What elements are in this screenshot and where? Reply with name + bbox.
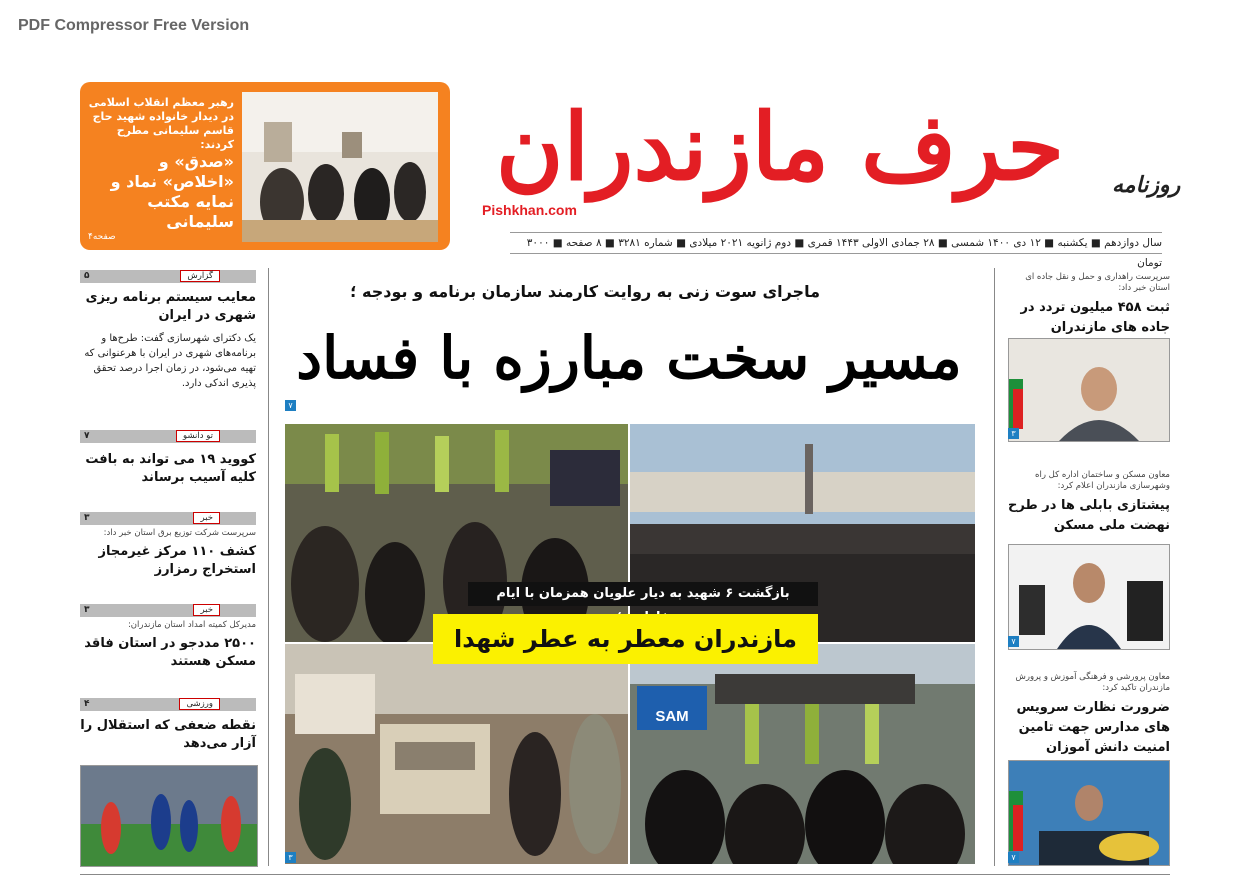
promo-photo: [242, 92, 438, 242]
section-tag-label: ورزشی: [179, 698, 220, 710]
section-tag: [80, 430, 256, 443]
section-tag: [80, 604, 256, 617]
page-badge: ۷: [1008, 636, 1019, 647]
section-tag-label: خبر: [193, 512, 220, 524]
lead-kicker: ماجرای سوت زنی به روایت کارمند سازمان برنامه و بودجه ؛: [350, 282, 820, 301]
bottom-rule: [80, 874, 1170, 875]
page-number: ۳: [84, 513, 90, 523]
section-tag-label: تو دانشو: [176, 430, 220, 442]
section-tag-label: گزارش: [180, 270, 220, 282]
story-subtitle: سرپرست شرکت توزیع برق استان خبر داد:: [103, 528, 256, 538]
page-badge: ۳: [1008, 428, 1019, 439]
right-story-2-photo: [1008, 544, 1170, 650]
left-story-1[interactable]: [80, 270, 256, 391]
promo-page-number: صفحه۴: [88, 232, 116, 242]
story-headline[interactable]: کووید ۱۹ می تواند به بافت کلیه آسیب برساند: [85, 452, 256, 485]
page-number: ۳: [84, 605, 90, 615]
story-headline[interactable]: پیشتازی بابلی ها در طرح نهضت ملی مسکن: [1008, 498, 1170, 533]
right-story-3[interactable]: [1006, 672, 1170, 758]
source-watermark: Pishkhan.com: [482, 202, 577, 218]
page-badge: ۷: [1008, 852, 1019, 863]
story-headline[interactable]: ۲۵۰۰ مددجو در استان فاقد مسکن هستند: [84, 636, 256, 669]
story-headline[interactable]: ثبت ۴۵۸ میلیون تردد در جاده های مازندران: [1020, 300, 1170, 335]
story-headline[interactable]: ضرورت نظارت سرویس های مدارس جهت تامین امنیت دانش آموزان: [1016, 700, 1170, 755]
bus-sign: SAM: [655, 708, 689, 725]
photo-headline-banner[interactable]: مازندران معطر به عطر شهدا: [433, 614, 818, 664]
story-subtitle: معاون پرورشی و فرهنگی آموزش و پرورش مازندران تاکید کرد:: [1015, 672, 1170, 693]
masthead-prefix: روزنامه: [1112, 172, 1181, 198]
promo-headline[interactable]: «صدق» و «اخلاص» نماد و نمایه مکتب سلیمانی: [110, 152, 234, 231]
left-story-3[interactable]: [80, 512, 256, 579]
right-story-1[interactable]: [1006, 272, 1170, 338]
right-story-1-photo: [1008, 338, 1170, 442]
story-subtitle: سرپرست راهداری و حمل و نقل جاده ای استان خبر داد:: [1025, 272, 1170, 293]
left-column-rule: [268, 268, 269, 866]
left-story-5[interactable]: [80, 698, 256, 753]
dateline: سال دوازدهم ■ یکشنبه ■ ۱۲ دی ۱۴۰۰ شمسی ■ ۲۸ جمادی الاولی ۱۴۴۳ قمری ■ دوم ژانویه ۲۰۲۱ میلادی ■ شماره ۳۲۸۱ ■ ۸ صفحه ■ ۳۰۰۰ تومان: [510, 232, 1162, 254]
masthead-title: حرف مازندران: [495, 93, 1065, 201]
right-story-3-photo: [1008, 760, 1170, 866]
right-story-2[interactable]: [1006, 470, 1170, 536]
left-story-4[interactable]: [80, 604, 256, 671]
story-headline[interactable]: نقطه ضعفی که استقلال را آزار می‌دهد: [80, 718, 256, 751]
promo-small-text: رهبر معظم انقلاب اسلامی در دیدار خانواده شهید حاج قاسم سلیمانی مطرح کردند:: [88, 96, 234, 151]
story-headline[interactable]: معایب سیستم برنامه ریزی شهری در ایران: [85, 290, 256, 323]
story-subtitle: معاون مسکن و ساختمان اداره کل راه وشهرسازی مازندران اعلام کرد:: [1035, 470, 1170, 491]
page-number: ۴: [84, 699, 90, 709]
section-tag: [80, 512, 256, 525]
photo-kicker-banner: بازگشت ۶ شهید به دیار علویان همزمان با ایام: [468, 582, 818, 606]
story-subtitle: مدیرکل کمیته امداد استان مازندران:: [127, 620, 256, 630]
story-body: یک دکترای شهرسازی گفت: طرح‌ها و برنامه‌های شهری در ایران با هرعنوانی که تهیه می‌شود، در زمان اجرا درصد تحقق پذیری اندکی دارد.: [84, 333, 256, 389]
photo-page-badge: ۳: [285, 852, 296, 863]
page-number: ۵: [84, 271, 90, 281]
right-column-rule: [994, 268, 995, 866]
section-tag: [80, 698, 256, 711]
pdf-watermark: PDF Compressor Free Version: [18, 17, 250, 34]
lead-headline[interactable]: مسیر سخت مبارزه با فساد: [296, 324, 962, 392]
football-photo: [80, 765, 258, 867]
section-tag-label: خبر: [193, 604, 220, 616]
story-headline[interactable]: کشف ۱۱۰ مرکز غیرمجاز استخراج رمزارز: [98, 544, 256, 577]
page-number: ۷: [84, 431, 90, 441]
lead-page-badge: ۷: [285, 400, 296, 411]
left-story-2[interactable]: [80, 430, 256, 487]
section-tag: [80, 270, 256, 283]
